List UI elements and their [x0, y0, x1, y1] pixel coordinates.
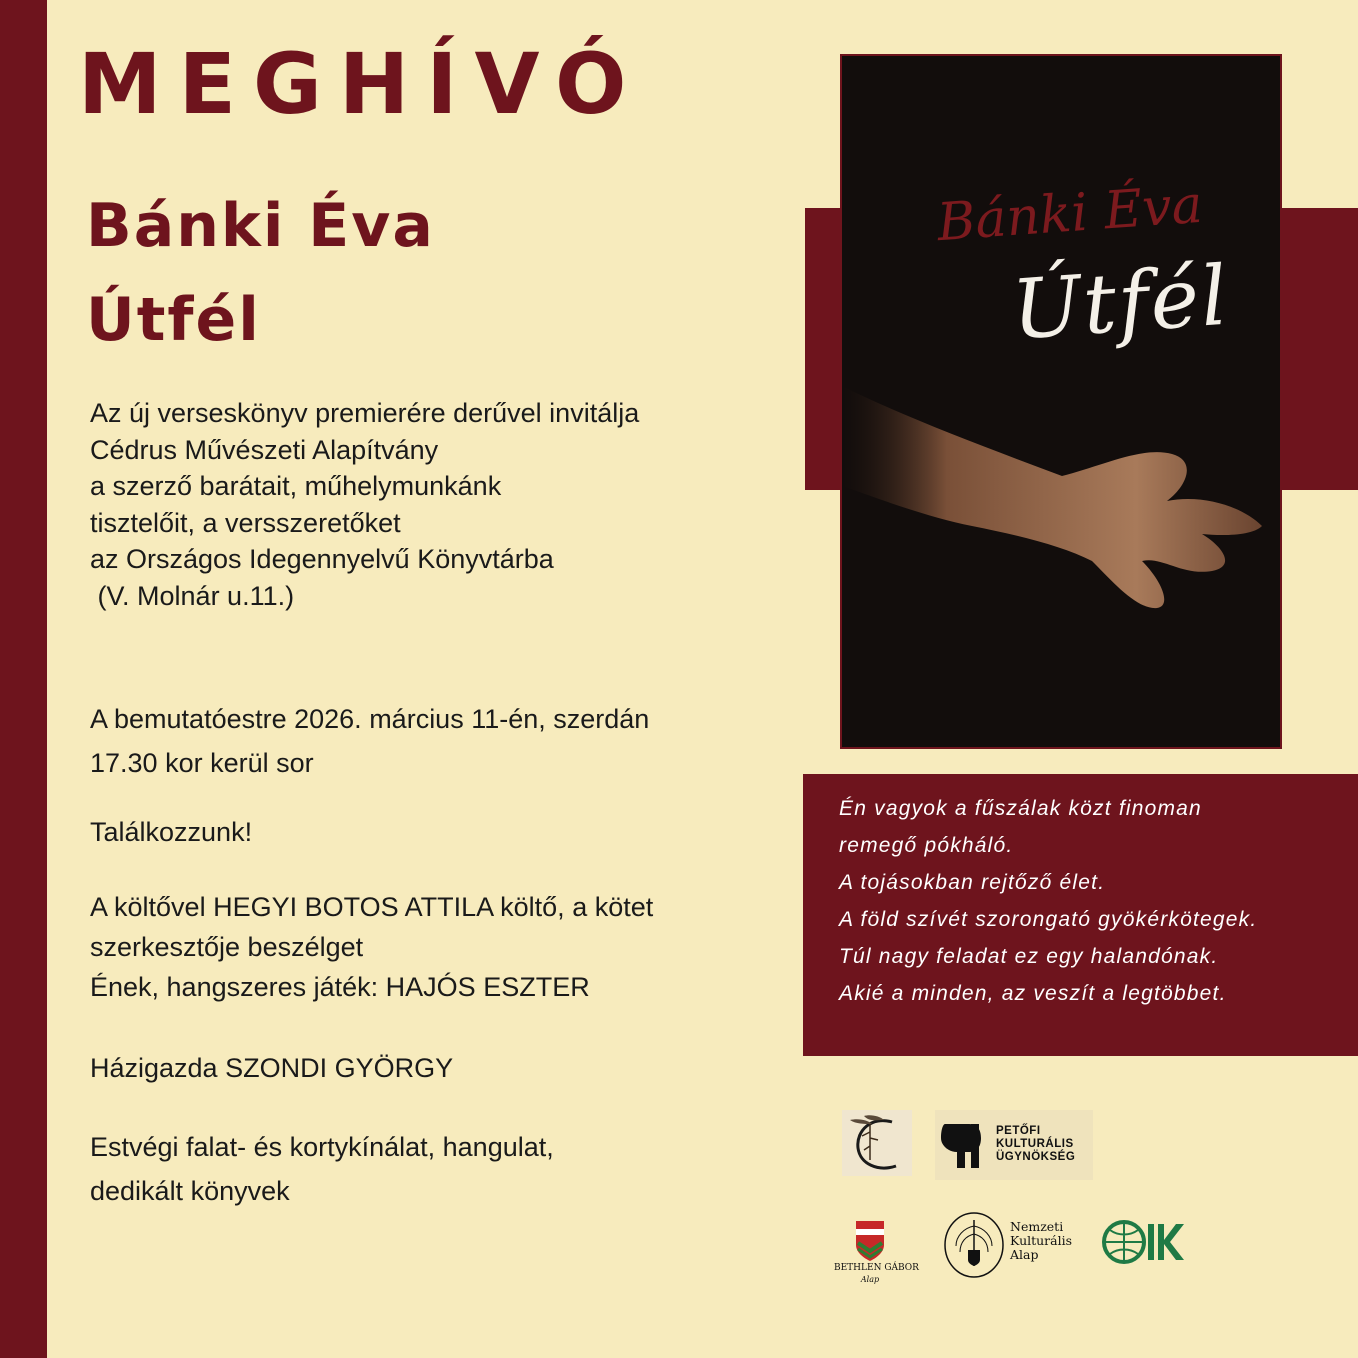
left-accent-bar	[0, 0, 47, 1358]
arm-image	[842, 376, 1282, 696]
bga-sub: Alap	[860, 1275, 880, 1284]
quote-line: remegő pókháló.	[839, 834, 1014, 857]
book-title: Útfél	[86, 285, 261, 355]
nemzeti-kulturalis-alap-logo	[942, 1210, 1072, 1280]
program-line: Ének, hangszeres játék: HAJÓS ESZTER	[90, 972, 590, 1002]
closing-line: dedikált könyvek	[90, 1176, 290, 1206]
closing-line: Estvégi falat- és kortykínálat, hangulat,	[90, 1132, 554, 1162]
invitation-line: Cédrus Művészeti Alapítvány	[90, 434, 439, 465]
quote-line: Túl nagy feladat ez egy halandónak.	[839, 945, 1219, 968]
invitation-line: tisztelőit, a versszeretőket	[90, 507, 401, 538]
author-name: Bánki Éva	[86, 191, 435, 261]
program-paragraph	[90, 887, 790, 1007]
invitation-paragraph	[90, 395, 790, 614]
date-line: 17.30 kor kerül sor	[90, 748, 314, 778]
quote-line: A tojásokban rejtőző élet.	[839, 871, 1106, 894]
poem-quote	[839, 790, 1257, 1012]
bethlen-gabor-alap-logo	[834, 1215, 919, 1295]
quote-box	[803, 774, 1358, 1056]
quote-line: Akié a minden, az veszít a legtöbbet.	[839, 982, 1227, 1005]
host-line: Házigazda SZONDI GYÖRGY	[90, 1053, 454, 1083]
pka-line: KULTURÁLIS	[996, 1138, 1074, 1150]
petofi-kulturalis-ugynokseg-logo	[935, 1110, 1093, 1180]
program-line: szerkesztője beszélget	[90, 932, 364, 962]
cover-author-signature: Bánki Éva	[935, 174, 1205, 254]
nka-line: Nemzeti	[1010, 1219, 1064, 1234]
greeting-line: Találkozzunk!	[90, 817, 253, 847]
greeting-text	[90, 814, 790, 851]
invitation-line: az Országos Idegennyelvű Könyvtárba	[90, 544, 554, 574]
program-line: A költővel HEGYI BOTOS ATTILA költő, a kötet	[90, 892, 654, 922]
quote-line: A föld szívét szorongató gyökérkötegek.	[839, 908, 1258, 931]
pka-line: ÜGYNÖKSÉG	[996, 1151, 1076, 1163]
host-text	[90, 1050, 790, 1087]
invitation-line: a szerző barátait, műhelymunkánk	[90, 471, 502, 501]
cover-title-script: Útfél	[1008, 248, 1233, 359]
nka-wordmark	[1010, 1220, 1072, 1262]
bga-name: BETHLEN GÁBOR	[834, 1263, 919, 1273]
quote-line: Én vagyok a fűszálak közt finoman	[839, 797, 1202, 820]
closing-paragraph	[90, 1125, 790, 1213]
oik-logo	[1100, 1218, 1186, 1266]
invitation-address: (V. Molnár u.11.)	[90, 580, 295, 611]
invitation-line: Az új verseskönyv premierére derűvel invitálja	[90, 398, 640, 428]
date-paragraph	[90, 697, 790, 785]
date-line: A bemutatóestre 2026. március 11-én, szerdán	[90, 704, 650, 734]
pka-wordmark	[996, 1125, 1075, 1164]
nka-line: Alap	[1010, 1247, 1039, 1262]
cedrus-logo	[842, 1110, 912, 1176]
book-cover	[840, 54, 1282, 749]
pka-line: PETŐFI	[996, 1125, 1041, 1137]
page-title: MEGHÍVÓ	[78, 35, 644, 133]
nka-line: Kulturális	[1010, 1233, 1073, 1248]
